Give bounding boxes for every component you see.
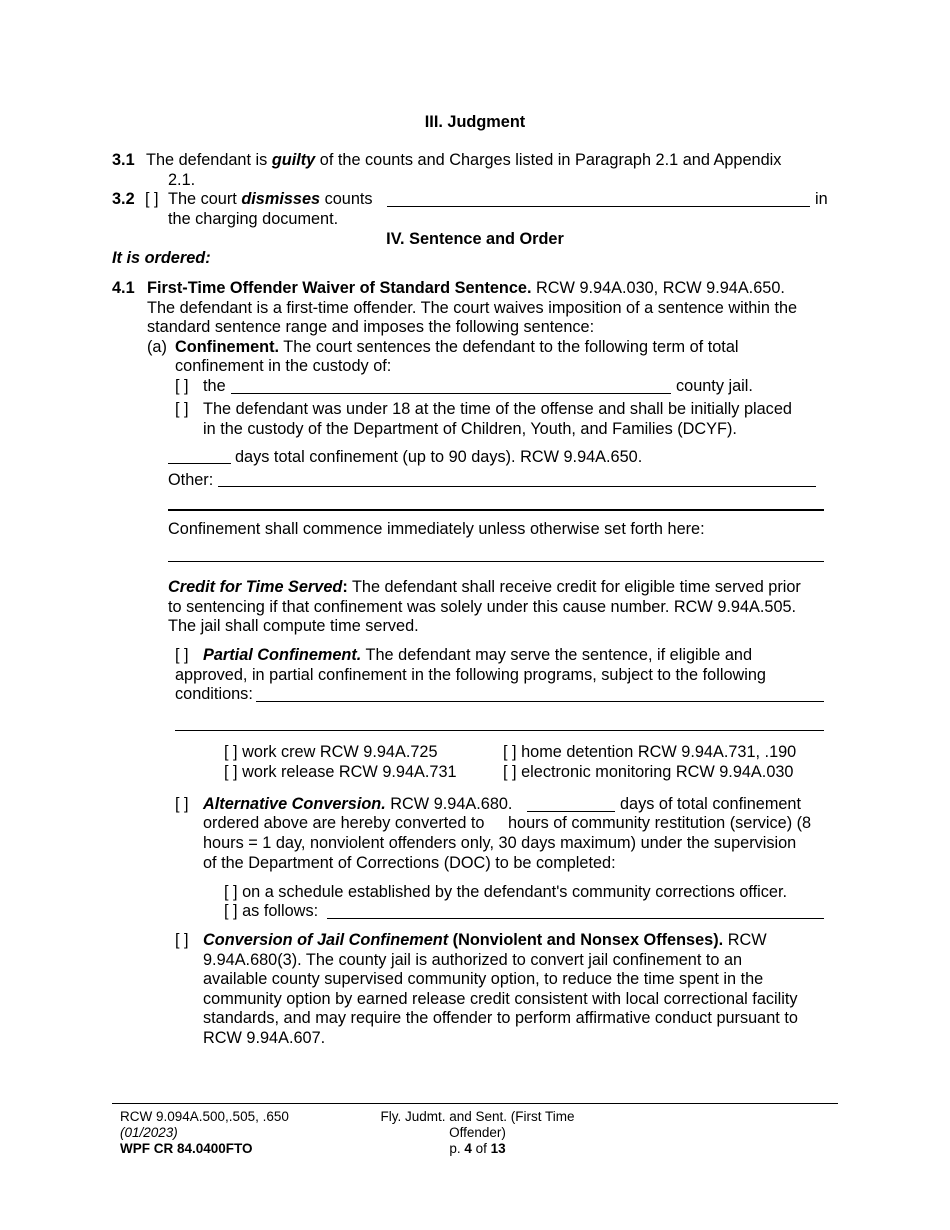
conversion-checkbox[interactable]: [ ] — [175, 931, 189, 949]
county-name-field[interactable] — [231, 393, 671, 394]
dismiss-checkbox[interactable]: [ ] — [145, 190, 159, 208]
footer-title-line2: Offender) — [449, 1125, 506, 1140]
para-3-2-number: 3.2 — [112, 190, 135, 208]
it-is-ordered: It is ordered: — [112, 249, 211, 267]
work-release-option[interactable]: [ ] work release RCW 9.94A.731 — [224, 763, 457, 781]
alternative-line2-start: ordered above are hereby converted to — [203, 814, 485, 832]
credit-line3: The jail shall compute time served. — [168, 617, 419, 635]
as-follows-field[interactable] — [327, 918, 824, 919]
conversion-line3: available county supervised community option, to reduce the time spent in the — [203, 970, 764, 988]
confinement-title: Confinement. The court sentences the defendant to the following term of total — [175, 338, 739, 356]
para-4-1-number: 4.1 — [112, 279, 135, 297]
judgment-heading: III. Judgment — [424, 113, 526, 131]
para-4-1-line2: The defendant is a first-time offender. The court waives imposition of a sentence within the — [147, 299, 798, 317]
credit-title: Credit for Time Served: The defendant shall receive credit for eligible time served prior — [168, 578, 801, 596]
footer-rule — [112, 1103, 838, 1104]
conversion-line5: standards, and may require the offender to perform affirmative conduct pursuant to — [203, 1009, 798, 1027]
para-4-1-line3: standard sentence range and imposes the following sentence: — [147, 318, 595, 336]
schedule-option[interactable]: [ ] on a schedule established by the defendant's community corrections officer. — [224, 883, 788, 901]
days-total-text: days total confinement (up to 90 days). RCW 9.94A.650. — [235, 448, 643, 466]
partial-line2: approved, in partial confinement in the following programs, subject to the following — [175, 666, 766, 684]
para-3-1-continued: 2.1. — [168, 171, 196, 189]
county-jail-the: the — [203, 377, 226, 395]
home-detention-option[interactable]: [ ] home detention RCW 9.94A.731, .190 — [503, 743, 797, 761]
confinement-line2: confinement in the custody of: — [175, 357, 392, 375]
dcyf-checkbox[interactable]: [ ] — [175, 400, 189, 418]
para-3-2-in: in — [815, 190, 828, 208]
commence-text: Confinement shall commence immediately unless otherwise set forth here: — [168, 520, 705, 538]
commence-field[interactable] — [168, 561, 824, 562]
alternative-line3: hours = 1 day, nonviolent offenders only, 30 days maximum) under the supervision — [203, 834, 797, 852]
sentence-heading: IV. Sentence and Order — [386, 230, 564, 248]
dismissed-counts-field[interactable] — [387, 206, 810, 207]
para-3-1-number: 3.1 — [112, 151, 135, 169]
para-3-2-continued: the charging document. — [168, 210, 339, 228]
footer-page-number: p. 4 of 13 — [449, 1141, 506, 1156]
work-crew-option[interactable]: [ ] work crew RCW 9.94A.725 — [224, 743, 438, 761]
as-follows-option[interactable]: [ ] as follows: — [224, 902, 319, 920]
para-3-1-text: The defendant is guilty of the counts and Charges listed in Paragraph 2.1 and Appendix — [146, 151, 782, 169]
footer-title-line1: Fly. Judmt. and Sent. (First Time — [380, 1109, 575, 1124]
electronic-monitoring-option[interactable]: [ ] electronic monitoring RCW 9.94A.030 — [503, 763, 794, 781]
para-4-1-title: First-Time Offender Waiver of Standard Sentence. RCW 9.94A.030, RCW 9.94A.650. — [147, 279, 785, 297]
para-3-2-text: The court dismisses counts — [168, 190, 373, 208]
alternative-line1-end: days of total confinement — [620, 795, 802, 813]
footer-rcw: RCW 9.094A.500,.505, .650 — [120, 1109, 289, 1124]
alternative-days-field[interactable] — [527, 811, 615, 812]
conversion-line4: community option by earned release credit consistent with local correctional facility — [203, 990, 798, 1008]
partial-conditions-field-line2[interactable] — [175, 730, 824, 731]
credit-line2: to sentencing if that confinement was solely under this cause number. RCW 9.94A.505. — [168, 598, 797, 616]
other-field-line2[interactable] — [168, 509, 824, 511]
partial-checkbox[interactable]: [ ] — [175, 646, 189, 664]
partial-conditions-label: conditions: — [175, 685, 253, 703]
footer-form-number: WPF CR 84.0400FTO — [120, 1141, 253, 1156]
alternative-title: Alternative Conversion. RCW 9.94A.680. — [203, 795, 513, 813]
alternative-line2-end: hours of community restitution (service) (8 — [508, 814, 812, 832]
county-jail-label: county jail. — [676, 377, 753, 395]
conversion-line2: 9.94A.680(3). The county jail is authorized to convert jail confinement to an — [203, 951, 743, 969]
dcyf-line2: in the custody of the Department of Children, Youth, and Families (DCYF). — [203, 420, 737, 438]
partial-title: Partial Confinement. The defendant may serve the sentence, if eligible and — [203, 646, 753, 664]
dcyf-line1: The defendant was under 18 at the time of the offense and shall be initially placed — [203, 400, 792, 418]
conversion-title: Conversion of Jail Confinement (Nonviolent and Nonsex Offenses). RCW — [203, 931, 767, 949]
footer-date: (01/2023) — [120, 1125, 178, 1140]
alternative-checkbox[interactable]: [ ] — [175, 795, 189, 813]
county-jail-checkbox[interactable]: [ ] — [175, 377, 189, 395]
conversion-line6: RCW 9.94A.607. — [203, 1029, 326, 1047]
section-a-label: (a) — [147, 338, 167, 356]
partial-conditions-field[interactable] — [256, 701, 824, 702]
other-field[interactable] — [218, 486, 816, 487]
alternative-line4: of the Department of Corrections (DOC) to be completed: — [203, 854, 616, 872]
other-label: Other: — [168, 471, 214, 489]
days-field[interactable] — [168, 463, 231, 464]
